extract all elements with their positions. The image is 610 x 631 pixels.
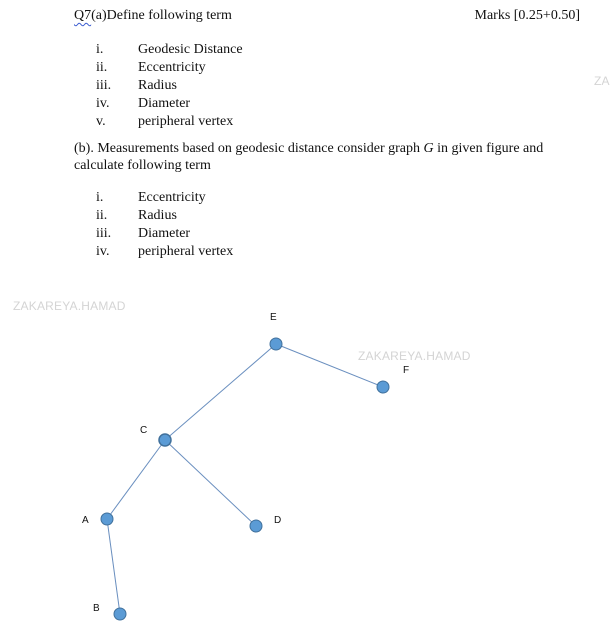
- edge-c-d: [165, 440, 256, 526]
- item-text: Diameter: [138, 96, 191, 111]
- node-b: [114, 608, 126, 620]
- item-number: iii.: [96, 226, 112, 241]
- watermark-middle: ZAKAREYA.HAMAD: [358, 349, 471, 363]
- item-text: peripheral vertex: [138, 244, 234, 259]
- graph-labels: [82, 312, 409, 614]
- node-label-f: F: [403, 365, 410, 376]
- node-label-b: B: [93, 603, 100, 614]
- item-text: Radius: [138, 208, 177, 223]
- item-text: Diameter: [138, 226, 191, 241]
- question-number: Q7: [74, 8, 92, 23]
- item-number: ii.: [96, 208, 108, 223]
- node-label-e: E: [270, 312, 277, 323]
- item-text: peripheral vertex: [138, 114, 234, 129]
- node-f: [377, 381, 389, 393]
- item-number: i.: [96, 42, 104, 57]
- item-text: Radius: [138, 78, 177, 93]
- edge-a-b: [107, 519, 120, 614]
- item-number: ii.: [96, 60, 108, 75]
- item-number: iv.: [96, 96, 110, 111]
- item-number: iii.: [96, 78, 112, 93]
- marks-label: Marks [0.25+0.50]: [474, 8, 580, 23]
- item-number: v.: [96, 114, 106, 129]
- watermark-left: ZAKAREYA.HAMAD: [13, 299, 126, 313]
- node-label-d: D: [274, 515, 282, 526]
- item-text: Eccentricity: [138, 60, 206, 75]
- part-b-suffix: in given figure and calculate following term: [74, 141, 544, 173]
- item-text: Geodesic Distance: [138, 42, 243, 57]
- part-b-prefix: (b). Measurements based on geodesic distance consider graph: [74, 141, 424, 156]
- watermark-edge: ZA: [594, 74, 610, 88]
- graph-edges: [107, 344, 383, 614]
- node-a: [101, 513, 113, 525]
- item-number: i.: [96, 190, 104, 205]
- node-label-a: A: [82, 515, 89, 526]
- node-d: [250, 520, 262, 532]
- node-c: [159, 434, 171, 446]
- graph-name: G: [423, 141, 434, 156]
- edge-c-a: [107, 440, 165, 519]
- edge-e-f: [276, 344, 383, 387]
- question-title-text: (a)Define following term: [91, 8, 232, 23]
- item-text: Eccentricity: [138, 190, 206, 205]
- item-number: iv.: [96, 244, 110, 259]
- edge-e-c: [165, 344, 276, 440]
- graph-nodes: [101, 338, 389, 620]
- node-e: [270, 338, 282, 350]
- node-label-c: C: [140, 425, 148, 436]
